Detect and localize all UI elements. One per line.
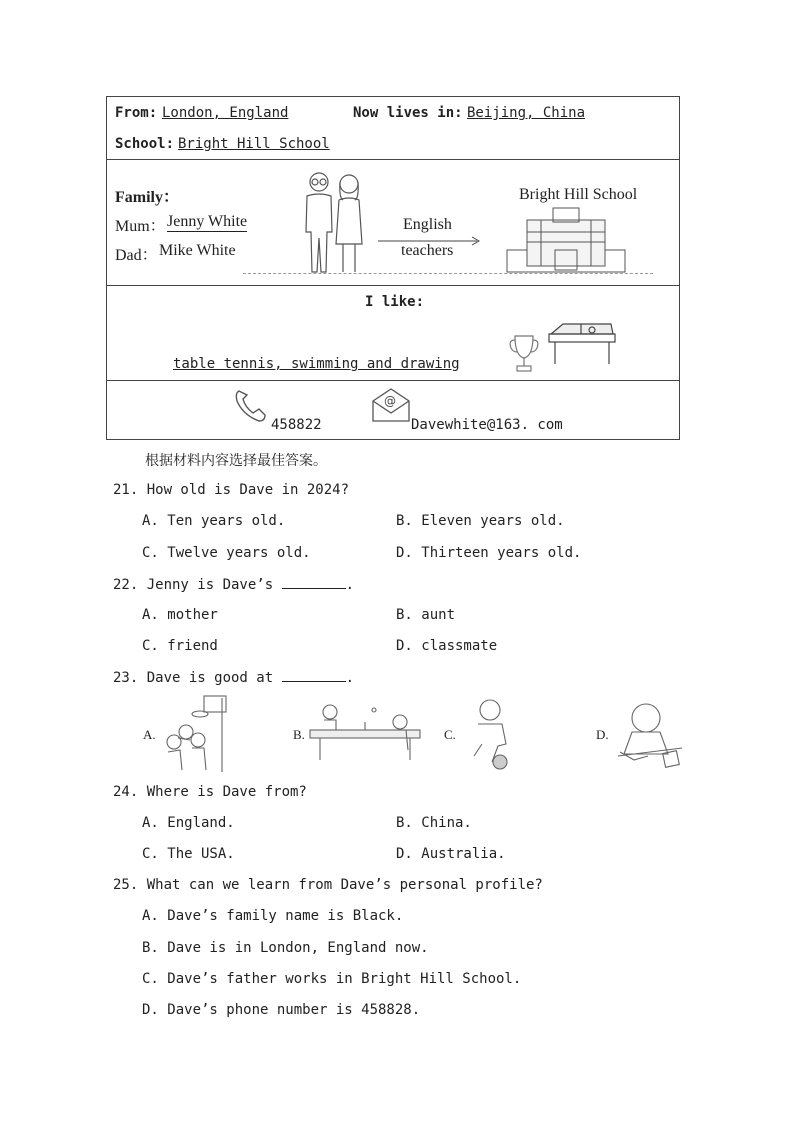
profile-contact-section	[107, 381, 679, 439]
q23-blank	[282, 669, 346, 682]
ping-pong-table-icon	[547, 320, 617, 368]
school-label: School:	[115, 136, 175, 152]
q22-option-c[interactable]: C. friend	[142, 638, 218, 654]
question-22-stem	[113, 576, 354, 593]
q23-option-c[interactable]: C.	[444, 727, 456, 742]
phone-number: 458822	[271, 417, 322, 433]
mum-value: Jenny White	[167, 213, 248, 230]
q22-option-d[interactable]: D. classmate	[396, 638, 498, 654]
basketball-picture	[160, 692, 232, 774]
school-building-label: Bright Hill School	[519, 186, 638, 203]
q21-option-b[interactable]: B. Eleven years old.	[396, 513, 565, 529]
q24-option-b[interactable]: B. China.	[396, 815, 472, 831]
lives-label: Now lives in:	[353, 105, 463, 121]
q22-blank	[282, 576, 346, 589]
email-address: Davewhite@163. com	[411, 417, 563, 433]
arrow-text-2: teachers	[401, 242, 454, 259]
school-value: Bright Hill School	[178, 136, 330, 152]
q25-option-a[interactable]: A. Dave’s family name is Black.	[142, 908, 404, 924]
question-24-stem: 24. Where is Dave from?	[113, 784, 307, 800]
from-value: London, England	[162, 105, 289, 121]
q21-option-c[interactable]: C. Twelve years old.	[142, 545, 311, 561]
question-25-stem: 25. What can we learn from Dave’s personal profile?	[113, 877, 543, 893]
profile-hobbies-section	[107, 286, 679, 381]
question-21-stem: 21. How old is Dave in 2024?	[113, 482, 350, 498]
phone-icon	[233, 387, 267, 423]
profile-card	[106, 96, 680, 440]
q22-stem-text: 22. Jenny is Dave’s	[113, 577, 282, 593]
arrow-text-1: English	[403, 216, 452, 233]
profile-family-section	[107, 160, 679, 286]
trophy-icon	[507, 332, 541, 374]
parents-illustration	[299, 168, 369, 280]
q24-option-d[interactable]: D. Australia.	[396, 846, 506, 862]
q23-option-a[interactable]: A.	[143, 727, 156, 742]
email-icon	[371, 387, 411, 423]
mum-label: Mum：	[115, 218, 166, 235]
from-label: From:	[115, 105, 158, 121]
q21-option-d[interactable]: D. Thirteen years old.	[396, 545, 582, 561]
q24-option-c[interactable]: C. The USA.	[142, 846, 235, 862]
q25-option-d[interactable]: D. Dave’s phone number is 458828.	[142, 1002, 421, 1018]
ground-line	[243, 273, 653, 274]
svg-text:@: @	[384, 394, 396, 408]
q23-option-b[interactable]: B.	[293, 727, 305, 742]
q23-option-d[interactable]: D.	[596, 727, 609, 742]
drawing-picture	[612, 696, 688, 772]
soccer-picture	[462, 696, 524, 772]
q23-stem-text: 23. Dave is good at	[113, 670, 282, 686]
dad-value: Mike White	[159, 242, 236, 259]
question-23-stem	[113, 669, 354, 686]
q22-stem-end: .	[345, 577, 355, 593]
family-label: Family：	[115, 189, 179, 206]
q22-option-b[interactable]: B. aunt	[396, 607, 456, 623]
q22-option-a[interactable]: A. mother	[142, 607, 218, 623]
q24-option-a[interactable]: A. England.	[142, 815, 235, 831]
instruction-text: 根据材料内容选择最佳答案。	[145, 453, 327, 469]
table-tennis-picture	[308, 700, 426, 762]
profile-basic-section	[107, 97, 679, 160]
school-building-icon	[505, 204, 627, 274]
like-value: table tennis, swimming and drawing	[173, 356, 460, 372]
q25-option-c[interactable]: C. Dave’s father works in Bright Hill School.	[142, 971, 522, 987]
like-label: I like:	[365, 294, 425, 310]
q21-option-a[interactable]: A. Ten years old.	[142, 513, 286, 529]
dad-label: Dad：	[115, 247, 158, 264]
q25-option-b[interactable]: B. Dave is in London, England now.	[142, 940, 429, 956]
q23-stem-end: .	[345, 670, 355, 686]
lives-value: Beijing, China	[467, 105, 586, 121]
